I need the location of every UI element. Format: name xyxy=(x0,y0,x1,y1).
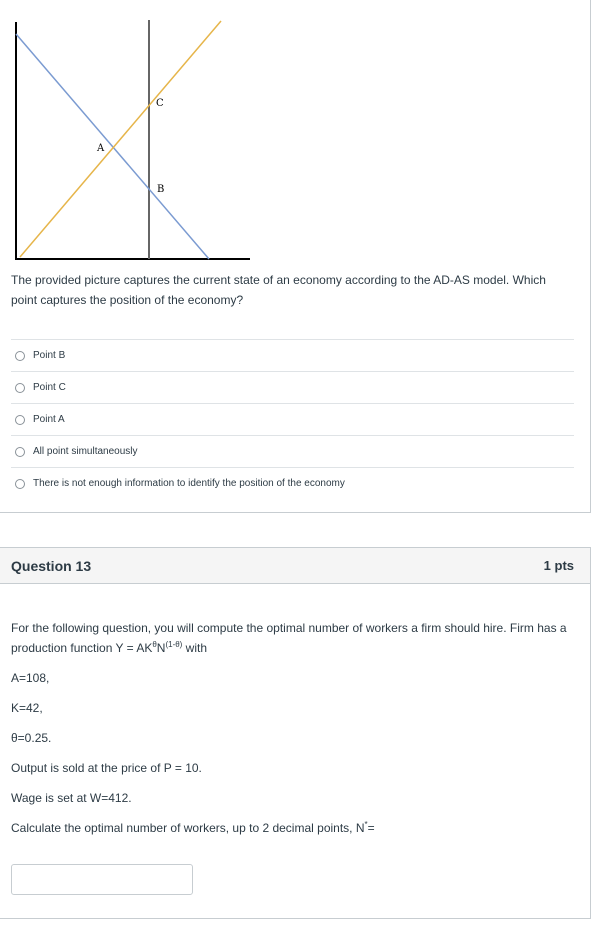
radio-button[interactable] xyxy=(15,383,25,393)
wage-text: Wage is set at W=412. xyxy=(11,791,132,805)
calc-star: * xyxy=(364,820,368,829)
question-13-header xyxy=(0,548,590,584)
radio-button[interactable] xyxy=(15,415,25,425)
question-13-body xyxy=(11,618,576,848)
answer-input[interactable] xyxy=(11,864,193,895)
aggregate-demand-line xyxy=(16,34,209,259)
point-c-label: C xyxy=(156,98,164,109)
radio-button[interactable] xyxy=(15,351,25,361)
param-k: K=42, xyxy=(11,701,43,715)
question-13-panel xyxy=(0,547,591,919)
answer-list xyxy=(11,339,574,499)
answer-label: All point simultaneously xyxy=(33,446,138,457)
with-text: with xyxy=(182,641,208,655)
question-12-prompt: The provided picture captures the current state of an economy according to the AD-AS model. Which point captures the position of the economy? xyxy=(11,273,546,307)
answer-label: There is not enough information to identify the position of the economy xyxy=(33,478,345,489)
intro-text: For the following question, you will compute the optimal number of workers a firm should hire. Firm has a production function Y = AK xyxy=(11,621,567,655)
answer-label: Point A xyxy=(33,414,65,425)
n-exponent: (1-θ) xyxy=(165,640,183,649)
n-symbol: N xyxy=(156,641,166,655)
answer-option[interactable] xyxy=(11,372,574,404)
calc-equals: = xyxy=(367,821,375,835)
question-title: Question 13 xyxy=(11,557,92,574)
ad-as-graph xyxy=(0,0,260,262)
answer-label: Point B xyxy=(33,350,66,361)
theta-exponent: θ xyxy=(152,640,157,649)
price-text: Output is sold at the price of P = 10. xyxy=(11,761,202,775)
answer-label: Point C xyxy=(33,382,66,393)
answer-option[interactable] xyxy=(11,468,574,499)
param-theta: θ=0.25. xyxy=(11,731,52,745)
question-13-intro xyxy=(11,618,576,658)
answer-option[interactable] xyxy=(11,436,574,468)
calc-prefix: Calculate the optimal number of workers, up to 2 decimal points, N xyxy=(11,821,365,835)
param-a: A=108, xyxy=(11,671,50,685)
radio-button[interactable] xyxy=(15,447,25,457)
answer-option[interactable] xyxy=(11,340,574,372)
question-points: 1 pts xyxy=(543,558,574,573)
answer-option[interactable] xyxy=(11,404,574,436)
radio-button[interactable] xyxy=(15,479,25,489)
calc-text xyxy=(11,818,576,838)
point-b-label: B xyxy=(157,184,165,195)
point-a-label: A xyxy=(97,143,105,154)
aggregate-supply-line xyxy=(20,21,221,257)
